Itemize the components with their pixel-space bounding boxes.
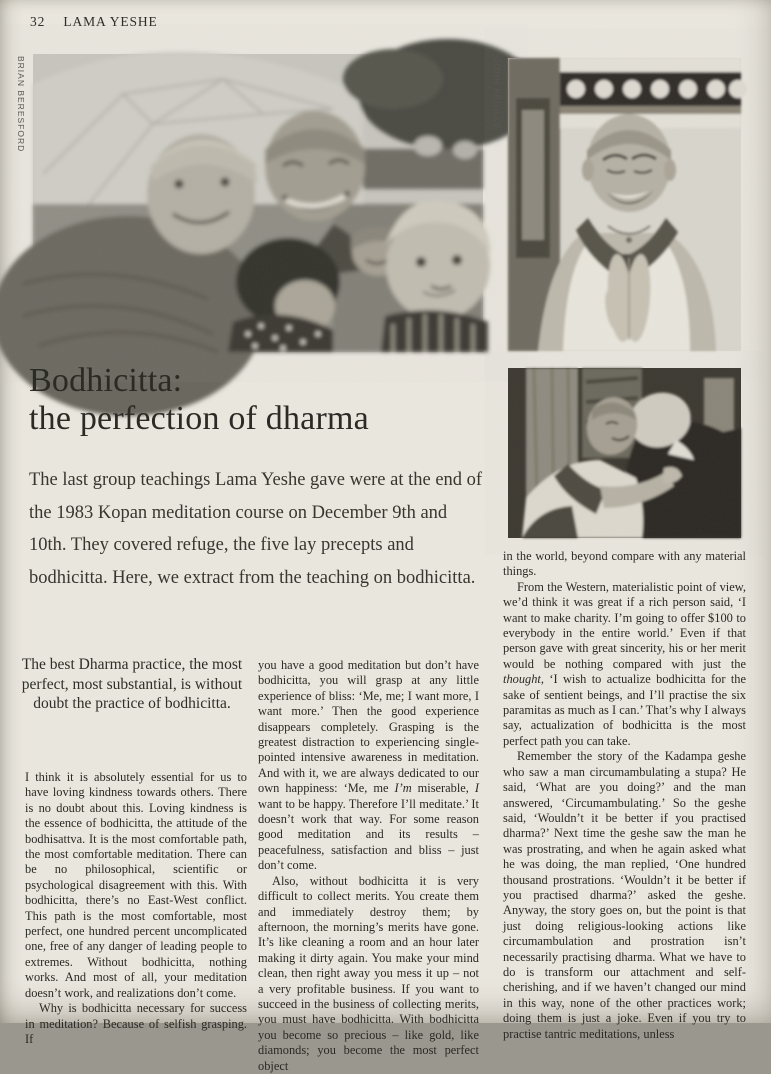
body-paragraph: Why is bodhicitta necessary for success in meditation? Because of selfish grasping. If — [25, 1001, 247, 1046]
photo-lama-with-children — [33, 54, 483, 352]
body-paragraph: Remember the story of the Kadampa geshe who saw a man circumambulating a stupa? He said, ‘What are you doing?’ and the man answered, ‘Circumambulating.’ So the geshe said, ‘Wouldn’t it be better if you practised dharma?’ Next time the geshe saw the man he was prostrating, and when he again asked what he was doing, the man replied, ‘One hundred thousand prostrations. ‘Wouldn’t it be better if you practised dharma?’ asked the geshe. Anyway, the story goes on, but the point is that just doing religious-looking actions like circumambulation and prostration isn’t necessarily practising dharma. What we have to do is transform our attachment and self-cherishing, and if we haven’t changed our mind in this way, none of the other practices work; doing them is just a joke. Even if you try to practise tantric meditations, unless — [503, 749, 746, 1041]
photo-lama-praying-illustration — [508, 58, 741, 351]
article-title-line1: Bodhicitta: — [29, 362, 183, 399]
pull-quote: The best Dharma practice, the most perfect, most substantial, is without doubt the practice of bodhicitta. — [21, 656, 243, 712]
page-number: 32 — [30, 14, 46, 29]
photo-credit-brian-beresford: BRIAN BERESFORD — [16, 56, 26, 153]
photo-monks-greeting-illustration — [508, 368, 741, 538]
body-column-1 — [25, 770, 247, 1046]
body-paragraph: I think it is absolutely essential for us to have loving kindness towards others. There is no doubt about this. Loving kindness is the essence of bodhicitta, the attitude of the bodhisattva. It is the most comfortable path, the most comfortable meditation. There can be no philosophical, scientific or psychological disagreement with this. With bodhicitta, there’s no East-West conflict. This path is the most comfortable, most perfect, one hundred percent uncomplicated one, free of any danger of leading people to extremes. Without bodhicitta, nothing works. And most of all, your meditation doesn’t work, and realizations don’t come. — [25, 770, 247, 1000]
photo-monks-greeting — [508, 368, 741, 538]
body-column-2 — [258, 658, 479, 1073]
body-paragraph: Also, without bodhicitta it is very difficult to collect merits. You create them and immediately destroy them; by afternoon, the morning’s merits have gone. It’s like cleaning a room and an hour later making it dirty again. You make your mind clean, then right away you mess it up – not a very profitable business. If you want to succeed in the business of collecting merits, you must have bodhicitta. With bodhicitta you become so precious – like gold, like diamonds; you become the most perfect object — [258, 873, 479, 1073]
page-header — [30, 14, 158, 30]
article-intro: The last group teachings Lama Yeshe gave were at the end of the 1983 Kopan meditation course on December 9th and 10th. They covered refuge, the five lay precepts and bodhicitta. Here, we extract from the teaching on bodhicitta. — [29, 470, 483, 588]
body-paragraph: From the Western, materialistic point of view, we’d think it was great if a rich person said, ‘I want to make charity. I’m going to offer $100 to everybody in the entire world.’ Even if that person gave with great sincerity, his or her merit would be nothing compared with just the thought, ‘I wish to actualize bodhicitta for the sake of sentient beings, and I’ll practise the six paramitas as much as I can.’ That’s why I always say, actualization of bodhicitta is the most perfect path you can take. — [503, 579, 746, 748]
photo-credit-john-feuille: JOHN FEUILLE — [492, 58, 502, 130]
article-title-line2: the perfection of dharma — [29, 400, 369, 437]
article-title — [29, 362, 499, 438]
magazine-title: LAMA YESHE — [63, 14, 158, 29]
body-paragraph: in the world, beyond compare with any material things. — [503, 549, 746, 579]
body-column-3 — [503, 549, 746, 1041]
body-paragraph: you have a good meditation but don’t have bodhicitta, you will grasp at any little experience of bliss: ‘Me, me; I want more, I want more.’ Then the good experience disappears completely. Grasping is the greatest distraction to experiencing single-pointed intensive awareness in meditation. And with it, we are always dedicated to our own happiness: ‘Me, me I’m miserable, I want to be happy. Therefore I’ll meditate.’ It doesn’t work that way. For some reason good meditation and its results – peacefulness, satisfaction and bliss – just don’t come. — [258, 658, 479, 873]
photo-lama-praying — [508, 58, 741, 351]
photo-lama-with-children-illustration — [33, 54, 483, 352]
